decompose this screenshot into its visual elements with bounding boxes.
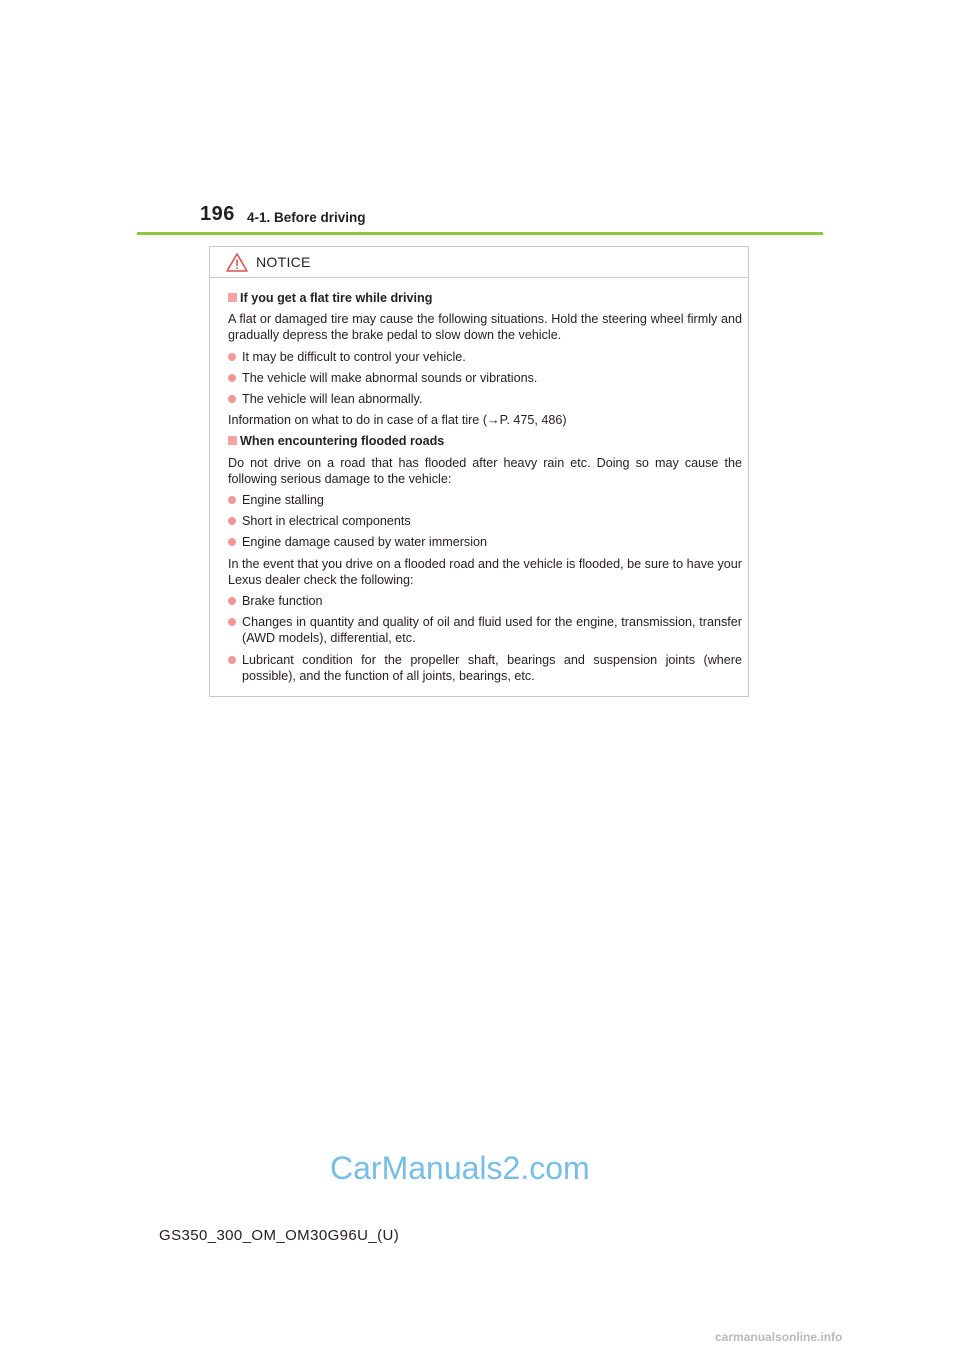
dot-bullet-icon — [228, 517, 236, 525]
list-item: Brake function — [228, 593, 742, 609]
document-code: GS350_300_OM_OM30G96U_(U) — [159, 1227, 400, 1244]
dot-bullet-icon — [228, 395, 236, 403]
watermark-logo: CarManuals2.com — [330, 1150, 590, 1186]
section-heading-flat-tire: If you get a flat tire while driving — [228, 290, 742, 306]
square-bullet-icon — [228, 293, 237, 302]
list-item: The vehicle will make abnormal sounds or vibrations. — [228, 370, 742, 386]
notice-box — [209, 246, 749, 697]
dot-bullet-icon — [228, 353, 236, 361]
dot-bullet-icon — [228, 618, 236, 626]
list-item: Engine stalling — [228, 492, 742, 508]
paragraph: In the event that you drive on a flooded road and the vehicle is flooded, be sure to have your Lexus dealer check the following: — [228, 556, 742, 587]
dot-bullet-icon — [228, 597, 236, 605]
list-item: It may be difficult to control your vehicle. — [228, 349, 742, 365]
page-header — [0, 0, 960, 240]
dot-bullet-icon — [228, 496, 236, 504]
dot-bullet-icon — [228, 538, 236, 546]
paragraph: A flat or damaged tire may cause the following situations. Hold the steering wheel firmly and gradually depress the brake pedal to slow down the vehicle. — [228, 312, 742, 343]
notice-header — [210, 247, 748, 278]
list-item: Engine damage caused by water immersion — [228, 534, 742, 550]
list-item: Short in electrical components — [228, 513, 742, 529]
square-bullet-icon — [228, 436, 237, 445]
notice-label: NOTICE — [256, 254, 311, 270]
page-number: 196 — [200, 203, 235, 225]
warning-triangle-icon — [226, 253, 248, 272]
watermark-corner: carmanualsonline.info — [715, 1330, 843, 1344]
section-heading-flooded-roads: When encountering flooded roads — [228, 433, 742, 449]
paragraph: Do not drive on a road that has flooded after heavy rain etc. Doing so may cause the following serious damage to the vehicle: — [228, 455, 742, 486]
list-item: The vehicle will lean abnormally. — [228, 391, 742, 407]
section-title: 4-1. Before driving — [247, 210, 366, 225]
list-item: Lubricant condition for the propeller shaft, bearings and suspension joints (where possible), and the function of all joints, bearings, etc. — [228, 652, 742, 684]
list-item: Changes in quantity and quality of oil and fluid used for the engine, transmission, transfer (AWD models), differential, etc. — [228, 614, 742, 646]
header-rule — [137, 232, 823, 235]
dot-bullet-icon — [228, 374, 236, 382]
dot-bullet-icon — [228, 656, 236, 664]
paragraph: Information on what to do in case of a flat tire (→P. 475, 486) — [228, 413, 567, 428]
notice-body — [210, 278, 748, 684]
